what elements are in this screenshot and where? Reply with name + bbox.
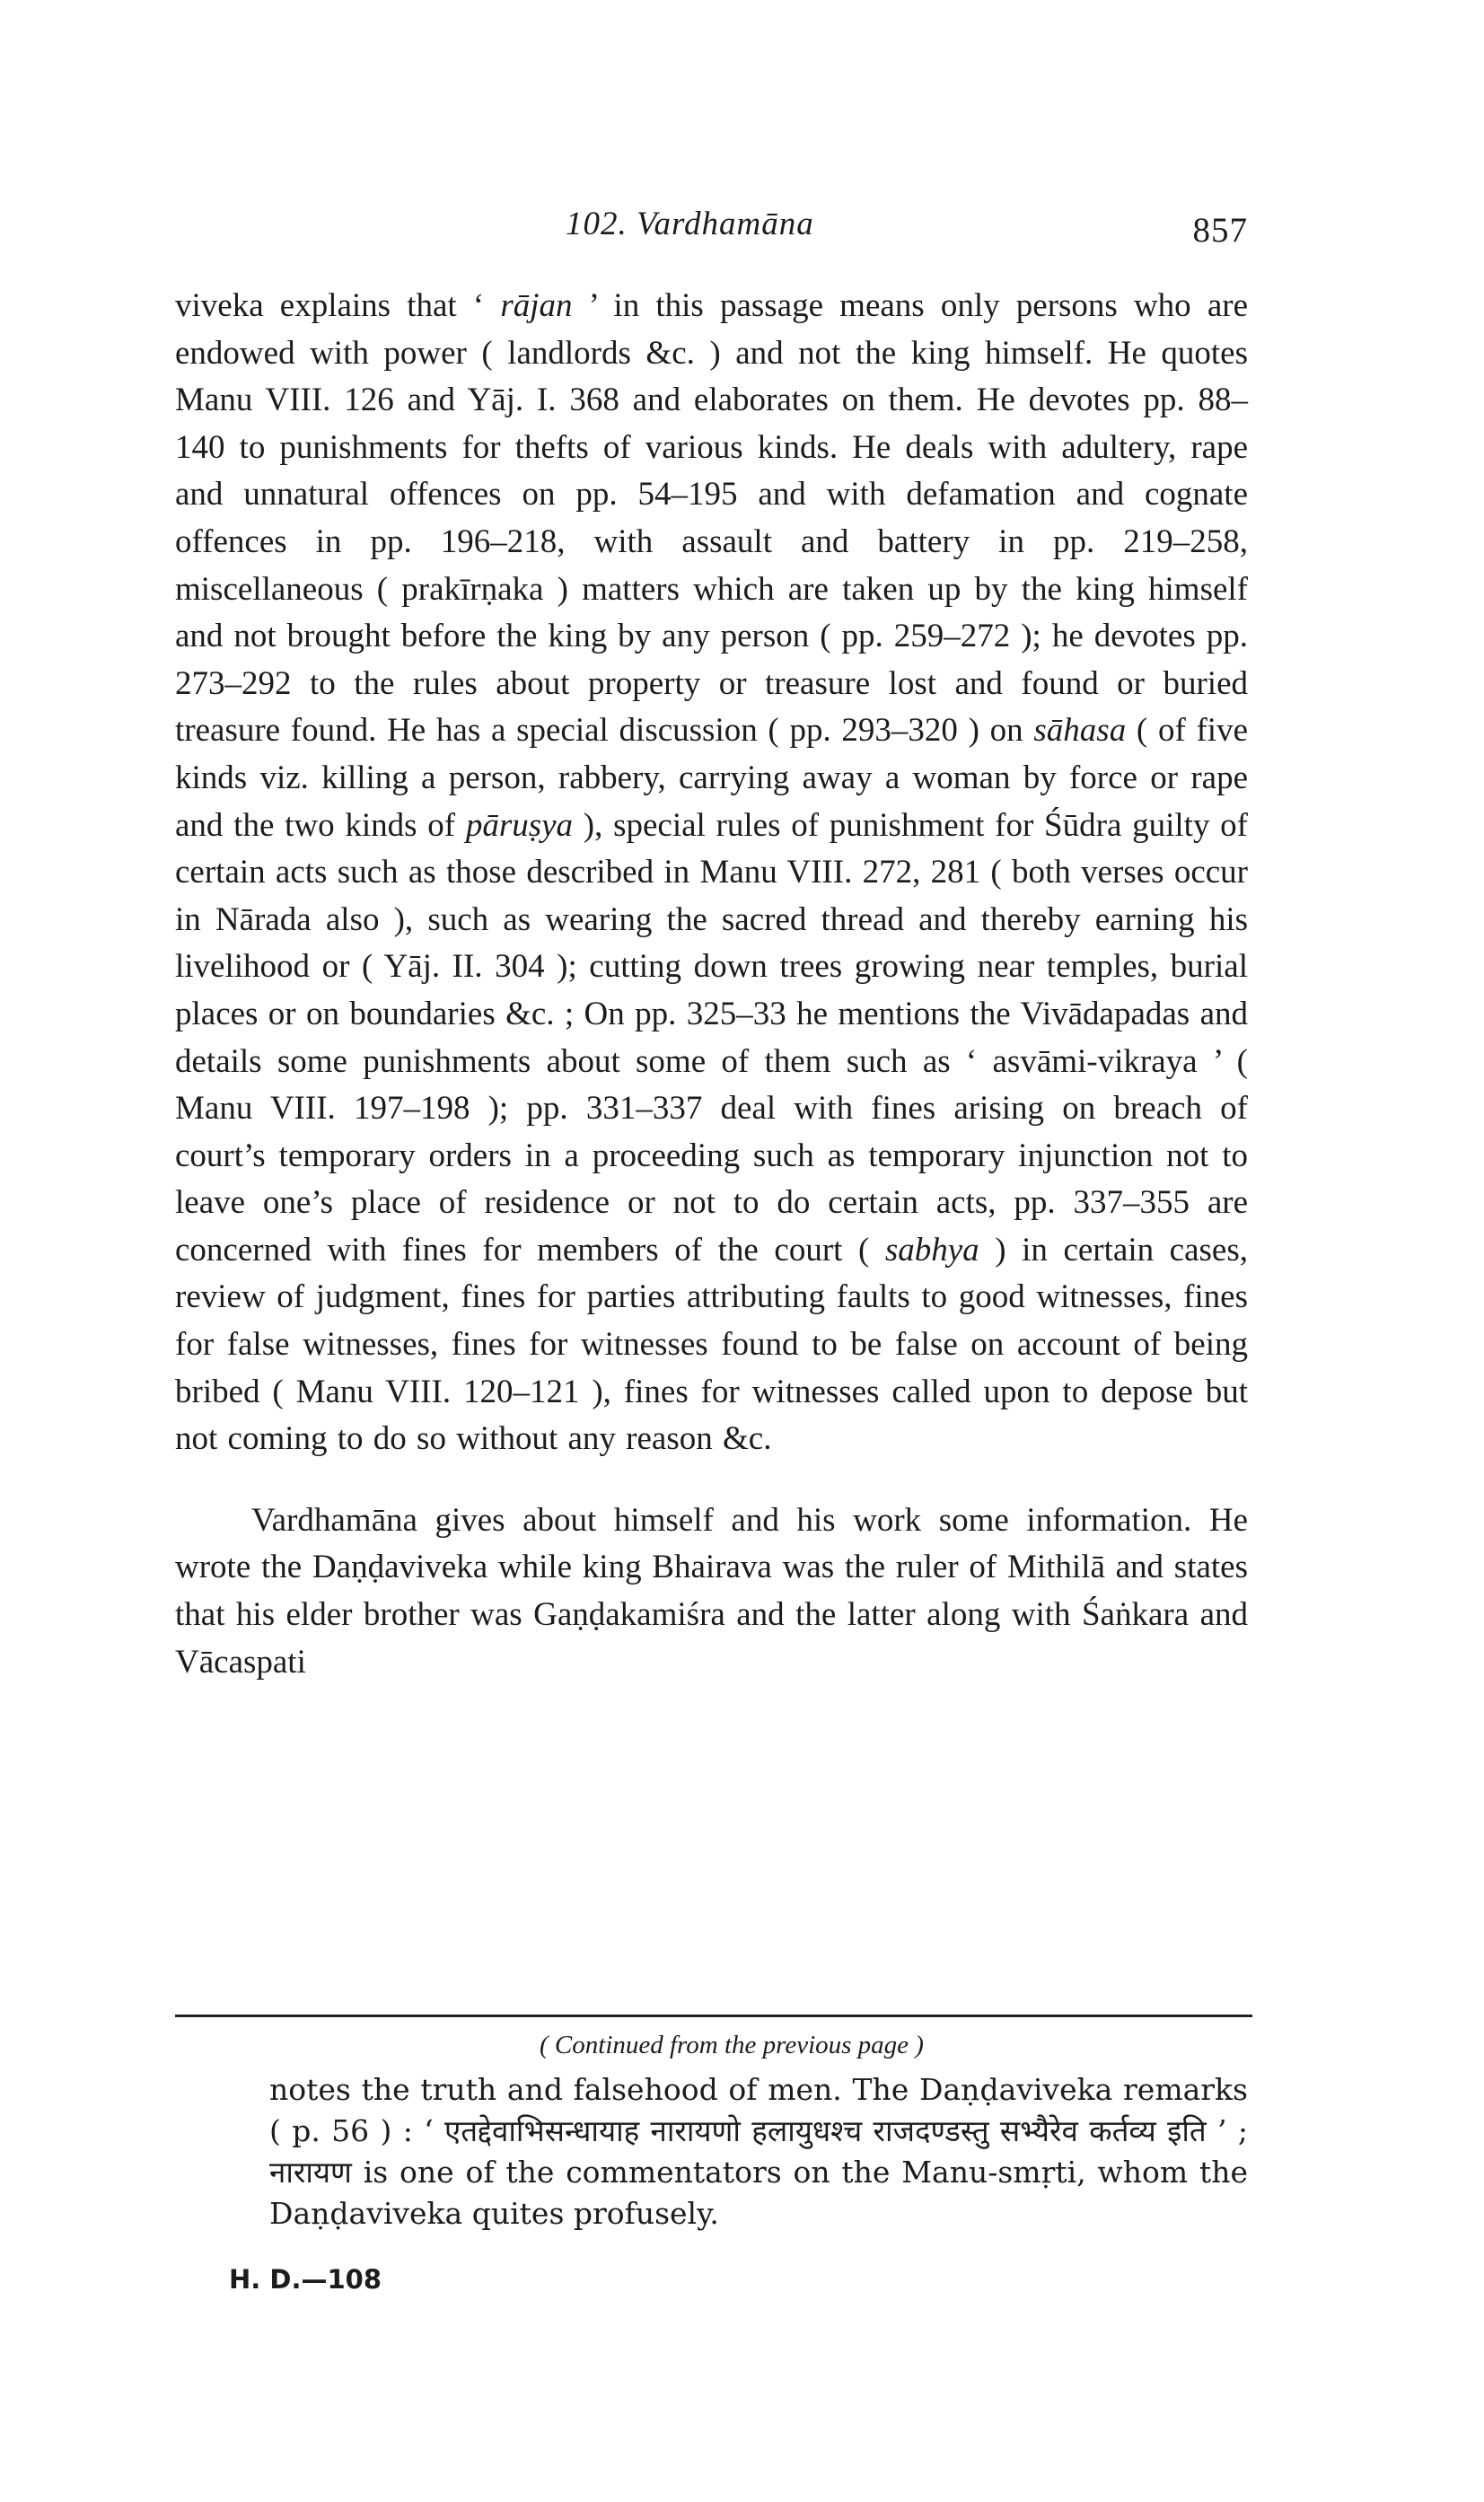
italic-term: pāruṣya <box>465 806 574 844</box>
footnote-divider <box>175 2015 1252 2017</box>
italic-term: sāhasa <box>1033 712 1127 750</box>
italic-term: rājan <box>500 287 573 324</box>
text-run: viveka explains that ‘ <box>175 287 501 324</box>
running-title: 102. Vardhamāna <box>566 206 814 242</box>
italic-term: sabhya <box>884 1231 979 1269</box>
paragraph-1 <box>175 283 1248 1463</box>
text-run: ), special rules of punishment for Śūdra guilty of certain acts such as those described in Manu VIII. 272, 281 ( both verses occur in Nārada also ), such as wearing the sacred thread and thereby earning his livelihood or ( Yāj. II. 304 ); cutting down trees growing near temples, burial places or on boundaries &c. ; On pp. 325–33 he mentions the Vivādapadas and details some punishments about some of them such as ‘ asvāmi-vikraya ’ ( Manu VIII. 197–198 ); pp. 331–337 deal with fines arising on breach of court’s temporary orders in a proceeding such as temporary injunction not to leave one’s place of residence or not to do certain acts, pp. 337–355 are concerned with fines for members of the court ( <box>175 806 1249 1269</box>
printer-signature-mark: H. D.—108 <box>229 2264 382 2295</box>
footnote-text: notes the truth and falsehood of men. The Daṇḍaviveka remarks ( p. 56 ) : ‘ एतद्देवाभिसन्धायाह नारायणो हलायुधश्च राजदण्डस्तु सभ्यैरेव कर्तव्य इति ’ ; नारायण is one of the commentators on the Manu-smṛti, whom the Daṇḍaviveka quites profusely. <box>269 2072 1248 2231</box>
paragraph-2: Vardhamāna gives about himself and his work some information. He wrote the Daṇḍaviveka while king Bhairava was the ruler of Mithilā and states that his elder brother was Gaṇḍakamiśra and the latter along with Śaṅkara and Vācaspati <box>175 1501 1248 1681</box>
footnote-continued-label: ( Continued from the previous page ) <box>540 2031 924 2059</box>
text-run: ’ in this passage means only persons who are endowed with power ( landlords &c. ) and not the king himself. He quotes Manu VIII. 126 and Yāj. I. 368 and elaborates on them. He devotes pp. 88–140 to punishments for thefts of various kinds. He deals with adultery, rape and unnatural offences on pp. 54–195 and with defamation and cognate offences in pp. 196–218, with assault and battery in pp. 219–258, miscellaneous ( prakīrṇaka ) matters which are taken up by the king himself and not brought before the king by any person ( pp. 259–272 ); he devotes pp. 273–292 to the rules about property or treasure lost and found or buried treasure found. He has a special discussion ( pp. 293–320 ) on <box>175 287 1249 750</box>
page-header <box>171 205 1248 259</box>
text-run: ( of five kinds viz. killing a person, rabbery, carrying away a woman by force or rape and the two kinds of <box>175 712 1249 844</box>
footnote <box>269 2031 1248 2234</box>
text-run: ) in certain cases, review of judgment, fines for parties attributing faults to good witnesses, fines for false witnesses, fines for witnesses found to be false on account of being bribed ( Manu VIII. 120–121 ), fines for witnesses called upon to depose but not coming to do so without any reason &c. <box>175 1231 1248 1458</box>
main-text <box>175 283 1248 1686</box>
page-number: 857 <box>1192 211 1248 250</box>
